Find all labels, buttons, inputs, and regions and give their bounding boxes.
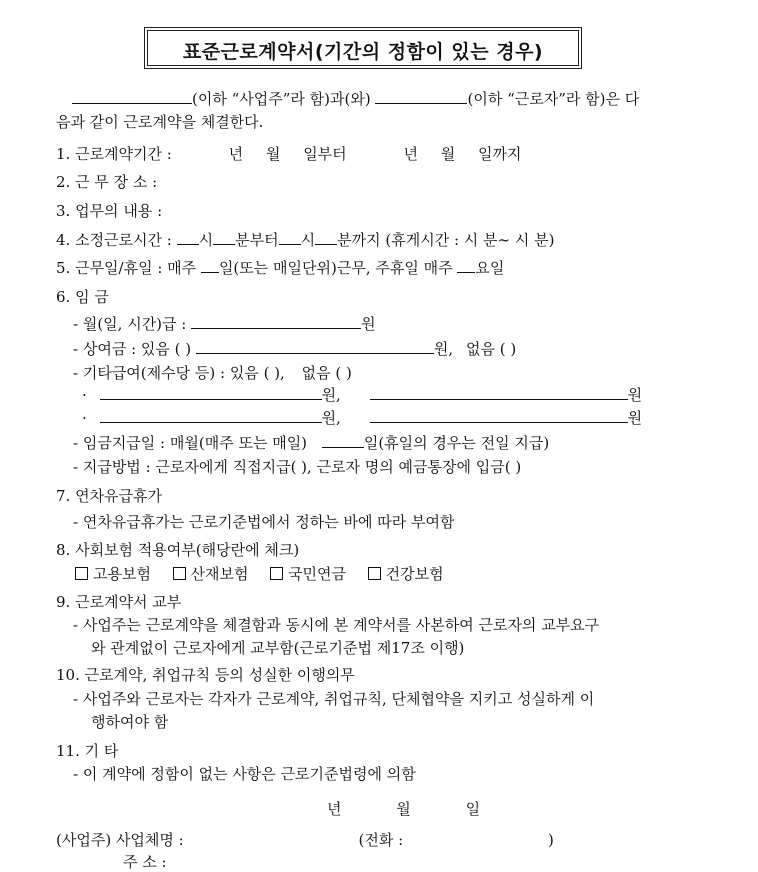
employer-name-line [56,829,554,850]
section-10-label: 10. 근로계약, 취업규칙 등의 성실한 이행의무 [56,666,355,684]
s1-month2: 월 [440,145,456,163]
section-11-label: 11. 기 타 [56,742,119,760]
section-10-line-1: - 사업주와 근로자는 각자가 근로계약, 취업규칙, 단체협약을 지키고 성실하게 이 [73,690,595,708]
s4-blank-1[interactable] [177,230,199,245]
s6-bonus-none: 없음 ( ) [465,340,517,358]
s6-wage-prefix: - 월(일, 시간)급 : [73,315,187,333]
s6-allow-won-4: 원 [627,409,643,427]
s4-hour: 시 [198,231,214,249]
s6-allow-won-3: 원, [321,409,341,427]
s6-allowance-prefix: - 기타급여(제수당 등) : 있음 ( ), [73,364,285,382]
s4-label: 4. 소정근로시간 : [56,231,172,249]
s6-wage-line [73,313,376,334]
industrial-accident-checkbox[interactable] [173,567,186,580]
s4-min-from: 분부터 [235,231,279,249]
health-insurance-label: 건강보험 [385,565,444,583]
phone-close: ) [547,831,554,849]
section-9-line-2: 와 관계없이 근로자에게 교부함(근로기준법 제17조 이행) [91,639,465,657]
section-1 [56,143,522,164]
s6-allowance-row-1 [82,384,642,405]
s6-allow-blank-1[interactable] [100,385,322,400]
s6-payday-prefix: - 임금지급일 : 매월(매주 또는 매일) [73,434,308,452]
date-day: 일 [465,800,481,818]
date-year: 년 [327,800,342,818]
s5-blank-days[interactable] [201,258,219,273]
worker-blank[interactable] [375,89,467,104]
section-10-line-2: 행하여야 함 [91,713,169,731]
s1-year2: 년 [403,145,418,163]
section-11-text: - 이 계약에 정함이 없는 사항은 근로기준법령에 의함 [73,765,416,783]
s6-pay-method: - 지급방법 : 근로자에게 직접지급( ), 근로자 명의 예금통장에 입금( ) [73,458,522,476]
s1-label: 1. 근로계약기간 : [56,145,172,163]
section-9-label: 9. 근로계약서 교부 [56,593,182,611]
s6-payday-blank[interactable] [322,433,364,448]
s6-bonus-prefix: - 상여금 : 있음 ( ) [73,340,192,358]
employer-blank[interactable] [72,89,192,104]
s4-rest-time: (휴게시간 : 시 분~ 시 분) [385,231,555,249]
s6-bonus-line [73,338,516,359]
s1-day-from: 일부터 [303,145,347,163]
intro-line-1 [72,88,639,109]
section-7-label: 7. 연차유급휴가 [56,487,163,505]
employer-name-label: (사업주) 사업체명 : [56,831,184,849]
document-title: 표준근로계약서(기간의 정함이 있는 경우) [182,41,544,63]
section-8-label: 8. 사회보험 적용여부(해당란에 체크) [56,541,300,559]
health-insurance-checkbox[interactable] [368,567,381,580]
title-box [144,27,582,69]
s4-hour-2: 시 [300,231,316,249]
s6-bonus-blank[interactable] [196,339,434,354]
s6-wage-won: 원 [361,315,376,333]
s6-allow-blank-3[interactable] [100,408,322,423]
s4-blank-2[interactable] [213,230,235,245]
s6-allow-blank-4[interactable] [370,408,628,423]
employment-insurance-checkbox[interactable] [75,567,88,580]
industrial-accident-label: 산재보험 [190,565,249,583]
bullet: · [82,409,87,427]
s6-allowance-line [73,362,352,383]
s1-day-to: 일까지 [478,145,522,163]
s5-blank-weekday[interactable] [457,258,475,273]
section-3: 3. 업무의 내용 : [56,202,163,220]
bullet: · [82,386,87,404]
s6-payday-line [73,432,549,453]
s5-text-a: 5. 근무일/휴일 : 매주 [56,259,197,277]
s6-allow-blank-2[interactable] [370,385,628,400]
s4-min-to: 분까지 [337,231,381,249]
national-pension-checkbox[interactable] [270,567,283,580]
intro-employer-text: (이하 “사업주”라 함)과(와) [192,90,371,108]
section-4 [56,229,554,250]
s1-year: 년 [228,145,244,163]
s6-payday-suffix: 일(휴일의 경우는 전일 지급) [363,434,550,452]
s4-blank-3[interactable] [279,230,301,245]
s5-text-c: 요일 [475,259,505,277]
s6-wage-blank[interactable] [191,314,361,329]
s6-allow-won-2: 원 [627,386,643,404]
address-line: 주 소 : [123,853,167,871]
employment-insurance-label: 고용보험 [93,565,151,583]
s4-blank-4[interactable] [315,230,337,245]
date-line [327,798,480,819]
s6-allowance-none: 없음 ( ) [301,364,352,382]
section-2: 2. 근 무 장 소 : [56,173,158,191]
phone-label: (전화 : [358,831,404,849]
national-pension-label: 국민연금 [288,565,347,583]
section-5 [56,257,504,278]
section-6-label: 6. 임 금 [56,288,109,306]
intro-worker-text: (이하 “근로자”라 함)은 다 [467,90,640,108]
s1-month: 월 [265,145,281,163]
s6-allow-won-1: 원, [321,386,341,404]
date-month: 월 [396,800,411,818]
s5-text-b: 일(또는 매일단위)근무, 주휴일 매주 [218,259,453,277]
insurance-options [75,563,444,584]
s6-allowance-row-2 [82,407,642,428]
section-9-line-1: - 사업주는 근로계약을 체결함과 동시에 본 계약서를 사본하여 근로자의 교부요구 [73,616,600,634]
section-7-text: - 연차유급휴가는 근로기준법에서 정하는 바에 따라 부여함 [73,513,455,531]
intro-line-2: 음과 같이 근로계약을 체결한다. [56,113,264,131]
s6-bonus-won: 원, [433,340,454,358]
